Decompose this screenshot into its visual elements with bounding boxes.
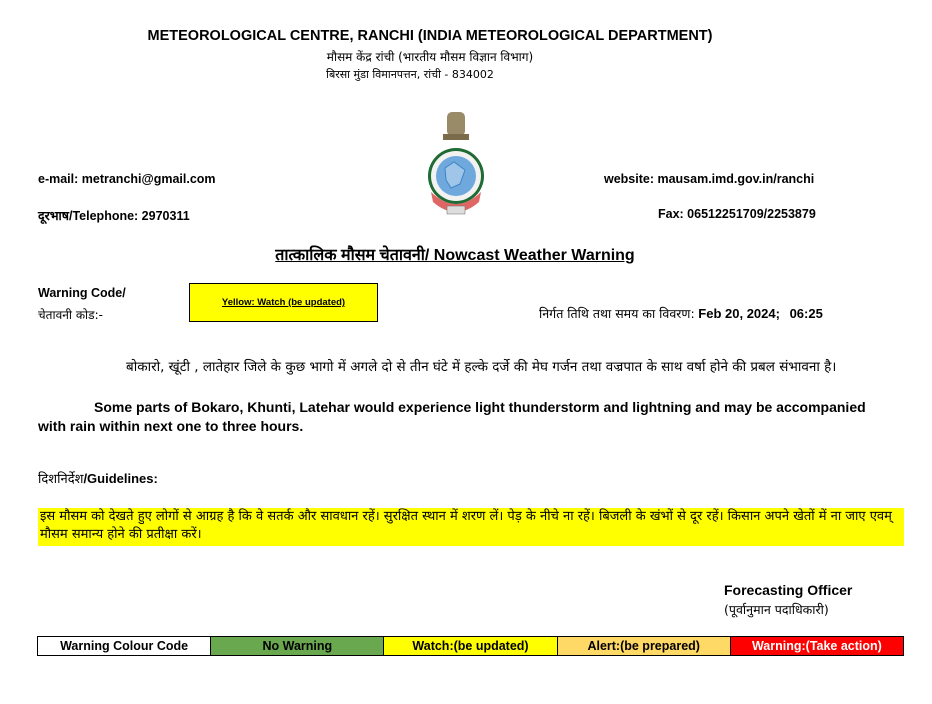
- legend-item-header: Warning Colour Code: [38, 637, 211, 655]
- header-title-hindi: मौसम केंद्र रांची (भारतीय मौसम विज्ञान विभाग): [326, 50, 534, 64]
- warning-code-badge: [189, 283, 378, 322]
- page-title: तात्कालिक मौसम चेतावनी/ Nowcast Weather Warning: [275, 247, 635, 264]
- fax-text: Fax: 06512251709/2253879: [658, 207, 816, 221]
- email-text: e-mail: metranchi@gmail.com: [38, 172, 216, 186]
- warning-code-value: Yellow: Watch (be updated): [221, 297, 346, 308]
- officer-title-hindi: (पूर्वानुमान पदाधिकारी): [724, 602, 829, 617]
- imd-emblem-icon: [427, 110, 485, 220]
- legend-item-warning: Warning:(Take action): [731, 637, 903, 655]
- issue-date: Feb 20, 2024;: [698, 306, 780, 321]
- message-hindi: बोकारो, खूंटी , लातेहार जिले के कुछ भागो में अगले दो से तीन घंटे में हल्के दर्जे की मेघ गर्जन तथा वज्रपात के साथ वर्षा होने की प्रबल संभावना है।: [126, 359, 837, 375]
- warning-colour-legend: [37, 636, 904, 656]
- warning-code-label-hi: चेतावनी कोड:-: [38, 308, 103, 322]
- header-address: बिरसा मुंडा विमानपत्तन, रांची - 834002: [326, 68, 494, 81]
- header-title: METEOROLOGICAL CENTRE, RANCHI (INDIA METEOROLOGICAL DEPARTMENT): [147, 28, 713, 44]
- guidelines-text: इस मौसम को देखते हुए लोगों से आग्रह है कि वे सतर्क और सावधान रहें। सुरक्षित स्थान में शरण लें। पेड़ के नीचे ना रहें। बिजली के खंभों से दूर रहें। किसान अपने खेतों में ना जाए एवम् मौसम समान्य होने की प्रतीक्षा करें।: [38, 508, 904, 546]
- warning-code-label-en: Warning Code/: [38, 286, 126, 300]
- legend-item-no-warning: No Warning: [211, 637, 384, 655]
- legend-item-alert: Alert:(be prepared): [558, 637, 731, 655]
- guidelines-heading: [38, 469, 158, 487]
- issue-datetime: [539, 305, 823, 322]
- issue-label: निर्गत तिथि तथा समय का विवरण:: [539, 306, 695, 321]
- message-english: Some parts of Bokaro, Khunti, Latehar would experience light thunderstorm and lightning and may be accompanied with rain within next one to three hours.: [38, 399, 866, 434]
- legend-item-watch: Watch:(be updated): [384, 637, 557, 655]
- issue-time: 06:25: [789, 306, 823, 321]
- guidelines-label-hi: दिशनिर्देश: [38, 472, 84, 487]
- website-text: website: mausam.imd.gov.in/ranchi: [604, 172, 815, 186]
- guidelines-label-en: /Guidelines:: [83, 471, 158, 486]
- telephone-text: दूरभाष/Telephone: 2970311: [38, 209, 190, 223]
- officer-title: Forecasting Officer: [724, 582, 853, 598]
